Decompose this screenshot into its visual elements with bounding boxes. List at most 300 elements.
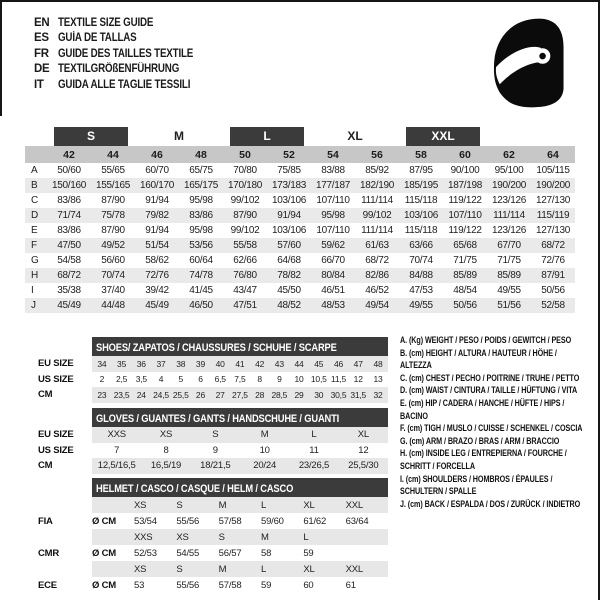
measurement-value-cell: 182/190 <box>355 178 399 193</box>
helmet-standard-row <box>25 545 388 561</box>
measurement-value-cell: 107/110 <box>316 195 350 206</box>
shoes-value-cell: 23,5 <box>112 387 132 403</box>
measurement-value-cell: 150/160 <box>47 178 91 193</box>
helmet-value-cell: 56/57 <box>218 547 242 559</box>
measurement-value-cell: 76/80 <box>223 268 267 283</box>
shoes-row-label: EU SIZE <box>38 358 74 370</box>
measurement-value-cell: 83/86 <box>57 195 81 206</box>
size-number-cell: 52 <box>267 146 311 163</box>
measurement-value-cell: 83/86 <box>179 208 223 223</box>
measurement-value-cell: 87/90 <box>101 225 125 236</box>
measurement-value-cell: 46/50 <box>179 298 223 313</box>
page-border-left <box>0 0 2 116</box>
gloves-value-cell: 20/24 <box>240 458 289 474</box>
helmet-size-letter-cell: M <box>219 561 261 577</box>
helmet-size-letter-cell: XXL <box>346 497 388 513</box>
measurement-value-cell: 54/58 <box>57 255 81 266</box>
measurement-value-cell: 61/63 <box>355 238 399 253</box>
gloves-value-cell: 8 <box>163 444 169 456</box>
legend-item: C. (cm) CHEST / PECHO / POITRINE / TRUHE / PETTO <box>400 372 580 383</box>
measurement-value-cell: 65/75 <box>189 165 213 176</box>
helmet-unit-label: Ø CM <box>92 547 117 559</box>
measurement-value-cell: 47/50 <box>47 238 91 253</box>
helmet-size-letter-cell: M <box>219 497 261 513</box>
helmet-size-letter-cell: S <box>176 561 218 577</box>
helmet-size-letter-cell: XS <box>134 497 176 513</box>
helmet-value-cell: 59 <box>303 547 314 559</box>
measurement-row-key: B <box>25 178 47 193</box>
language-code: IT <box>34 78 44 91</box>
measurement-value-cell: 95/98 <box>189 195 213 206</box>
shoes-value-cell: 25,5 <box>171 387 191 403</box>
shoes-section-title: SHOES/ ZAPATOS / CHAUSSURES / SCHUHE / SCARPE <box>96 342 337 354</box>
shoes-section <box>25 337 388 403</box>
legend-item: G. (cm) ARM / BRAZO / BRAS / ARM / BRACCIO <box>400 435 560 446</box>
measurement-value-cell: 160/170 <box>135 178 179 193</box>
size-group-label: XXL <box>406 127 480 146</box>
gloves-row-label: EU SIZE <box>38 429 74 441</box>
language-row <box>34 47 217 62</box>
shoes-value-cell: 10,5 <box>310 374 327 385</box>
helmet-unit-label: Ø CM <box>92 515 117 527</box>
shoes-value-cell: 29 <box>289 387 309 403</box>
shoes-row <box>25 387 388 403</box>
language-label: GUIDA ALLE TAGLIE TESSILI <box>58 78 191 91</box>
language-code: DE <box>34 63 50 76</box>
helmet-standard-label: ECE <box>38 579 57 591</box>
helmet-value-cell: 54/55 <box>176 547 200 559</box>
shoes-row <box>25 356 388 372</box>
measurement-value-cell: 68/72 <box>365 255 389 266</box>
language-label: GUÍA DE TALLAS <box>58 32 137 45</box>
gloves-row <box>25 458 388 474</box>
helmet-size-letter-cell: L <box>261 497 303 513</box>
shoes-value-cell: 12 <box>353 374 363 385</box>
shoes-value-cell: 28,5 <box>269 387 289 403</box>
measurement-row-key: F <box>25 238 47 253</box>
shoes-value-cell: 36 <box>131 356 151 372</box>
helmet-value-cell: 60 <box>303 579 314 591</box>
measurement-row-key: I <box>31 285 34 296</box>
helmet-value-cell: 57/58 <box>218 515 242 527</box>
measurement-value-cell: 68/72 <box>531 238 575 253</box>
measurement-value-cell: 71/74 <box>47 208 91 223</box>
shoes-value-cell: 4 <box>158 374 164 385</box>
shoes-value-cell: 45 <box>309 356 329 372</box>
size-number-cell: 64 <box>531 146 575 163</box>
measurement-value-cell: 66/70 <box>321 255 345 266</box>
measurement-value-cell: 91/94 <box>267 208 311 223</box>
measurement-value-cell: 95/100 <box>494 165 524 176</box>
racing-helmet-icon <box>487 15 569 108</box>
measurement-value-cell: 57/60 <box>267 238 311 253</box>
measurement-value-cell: 103/106 <box>399 208 443 223</box>
measurement-value-cell: 46/52 <box>365 285 389 296</box>
helmet-value-cell: 63/64 <box>345 515 369 527</box>
shoes-value-cell: 27,5 <box>230 387 250 403</box>
page-border-top <box>0 0 600 2</box>
shoes-value-cell: 11,5 <box>330 374 347 385</box>
size-group-cell <box>487 127 531 146</box>
shoes-value-cell: 24 <box>131 387 151 403</box>
measurement-value-cell: 43/47 <box>233 285 257 296</box>
size-group-boxed-cell <box>47 127 135 146</box>
helmet-value-cell: 55/56 <box>176 515 200 527</box>
measurement-value-cell: 49/52 <box>91 238 135 253</box>
sizes-row-corner <box>25 146 47 163</box>
helmet-size-letter-cell: XXL <box>346 561 388 577</box>
shoes-value-cell: 48 <box>368 356 388 372</box>
measurement-value-cell: 123/126 <box>491 225 527 236</box>
measurement-value-cell: 71/75 <box>497 255 521 266</box>
helmet-standard-row <box>25 513 388 529</box>
size-group-cell <box>25 127 47 146</box>
size-group-boxed-cell <box>399 127 487 146</box>
shoes-value-cell: 5 <box>178 374 183 385</box>
measurement-value-cell: 49/55 <box>497 285 521 296</box>
language-list <box>34 16 217 93</box>
measurement-value-cell: 70/74 <box>409 255 433 266</box>
measurement-value-cell: 87/90 <box>101 195 125 206</box>
gloves-value-cell: 9 <box>212 444 218 456</box>
measurement-value-cell: 170/180 <box>223 178 267 193</box>
shoes-value-cell: 7,5 <box>234 374 246 385</box>
helmet-value-cell: 58 <box>260 547 272 559</box>
measurement-value-cell: 74/78 <box>179 268 223 283</box>
measurement-value-cell: 56/60 <box>101 255 125 266</box>
size-group-label: L <box>230 127 304 146</box>
shoes-value-cell: 31,5 <box>348 387 368 403</box>
helmet-size-letter-cell: L <box>261 561 303 577</box>
size-group-label: M <box>174 129 184 143</box>
legend-item: D. (cm) WAIST / CINTURA / TAILLE / HÜFTUNG / VITA <box>400 385 578 396</box>
measurement-value-cell: 103/106 <box>271 195 307 206</box>
shoes-value-cell: 27 <box>210 387 230 403</box>
measurement-value-cell: 67/70 <box>487 238 531 253</box>
measurement-value-cell: 55/65 <box>101 165 125 176</box>
helmet-size-letter-cell: XL <box>303 497 345 513</box>
measurement-row <box>25 223 575 238</box>
shoes-size-table <box>25 356 388 403</box>
measurement-value-cell: 119/122 <box>448 195 482 206</box>
textile-size-table <box>25 127 575 313</box>
measurement-value-cell: 91/94 <box>145 225 169 236</box>
shoes-value-cell: 2,5 <box>115 374 128 385</box>
measurement-value-cell: 105/115 <box>536 165 570 176</box>
shoes-value-cell: 26 <box>191 387 211 403</box>
helmet-value-cell: 61/62 <box>303 515 327 527</box>
measurement-value-cell: 49/54 <box>355 298 399 313</box>
measurement-value-cell: 95/98 <box>311 208 355 223</box>
helmet-value-cell: 59 <box>260 579 272 591</box>
measurement-value-cell: 87/90 <box>223 208 267 223</box>
gloves-section-title-bar <box>92 408 388 427</box>
helmet-value-cell: 53/54 <box>134 515 157 527</box>
helmet-sizes-row <box>25 497 388 513</box>
measurement-row-key: E <box>31 225 38 236</box>
gloves-value-cell: S <box>191 427 240 443</box>
shoes-value-cell: 32 <box>368 387 388 403</box>
measurement-value-cell: 51/54 <box>135 238 179 253</box>
shoes-value-cell: 28 <box>250 387 270 403</box>
shoes-row-label: CM <box>38 389 53 401</box>
language-code: FR <box>34 47 49 60</box>
shoes-value-cell: 42 <box>250 356 270 372</box>
measurement-value-cell: 107/110 <box>316 225 350 236</box>
legend-item: I. (cm) SHOULDERS / HOMBROS / ÉPAULES / SCHULTERN / SPALLE <box>400 473 553 497</box>
helmet-size-letter-cell <box>346 529 388 545</box>
measurement-value-cell: 48/54 <box>453 285 477 296</box>
measurement-value-cell: 41/45 <box>189 285 213 296</box>
legend-item: F. (cm) TIGH / MUSLO / CUISSE / SCHENKEL / COSCIA <box>400 423 583 434</box>
shoes-value-cell: 2 <box>99 374 105 385</box>
measurement-value-cell: 65/68 <box>443 238 487 253</box>
measurement-value-cell: 70/74 <box>91 268 135 283</box>
measurement-value-cell: 64/68 <box>277 255 301 266</box>
measurement-value-cell: 53/56 <box>179 238 223 253</box>
measurement-value-cell: 79/82 <box>135 208 179 223</box>
helmet-size-table <box>25 497 388 593</box>
shoes-row <box>25 372 388 388</box>
measurement-value-cell: 70/80 <box>233 165 257 176</box>
helmet-standard-row <box>25 577 388 593</box>
language-label: TEXTILE SIZE GUIDE <box>58 17 154 29</box>
measurement-value-cell: 111/114 <box>487 208 531 223</box>
measurement-row-key: C <box>31 195 38 206</box>
measurement-row <box>25 253 575 268</box>
measurement-value-cell: 99/102 <box>230 195 260 206</box>
helmet-sizes-row-unit-spacer <box>92 529 134 545</box>
gloves-value-cell: 12 <box>358 444 369 456</box>
gloves-value-cell: 10 <box>259 444 270 456</box>
gloves-size-table <box>25 427 388 474</box>
shoes-value-cell: 35 <box>112 356 132 372</box>
measurement-value-cell: 80/84 <box>311 268 355 283</box>
measurement-row <box>25 208 575 223</box>
helmet-value-cell: 61 <box>345 579 356 591</box>
size-group-boxed-cell <box>223 127 311 146</box>
measurement-value-cell: 72/76 <box>135 268 179 283</box>
helmet-value-cell: 59/60 <box>260 515 284 527</box>
measurement-row <box>25 283 575 298</box>
helmet-section-title: HELMET / CASCO / CASQUE / HELM / CASCO <box>96 483 294 495</box>
shoes-value-cell: 24,5 <box>151 387 171 403</box>
measurement-value-cell: 51/56 <box>487 298 531 313</box>
measurement-value-cell: 115/118 <box>404 225 438 236</box>
size-number-cell: 56 <box>355 146 399 163</box>
helmet-section-title-bar <box>92 478 388 497</box>
measurement-value-cell: 46/51 <box>321 285 345 296</box>
measurement-value-cell: 49/55 <box>399 298 443 313</box>
shoes-value-cell: 30 <box>309 387 329 403</box>
measurement-value-cell: 60/64 <box>189 255 213 266</box>
helmet-section <box>25 478 388 593</box>
measurement-value-cell: 58/62 <box>145 255 169 266</box>
measurement-value-cell: 95/98 <box>189 225 213 236</box>
size-number-cell: 44 <box>91 146 135 163</box>
measurement-value-cell: 83/86 <box>57 225 81 236</box>
helmet-sizes-row-unit-spacer <box>92 561 134 577</box>
measurement-value-cell: 45/50 <box>277 285 301 296</box>
measurement-value-cell: 127/130 <box>535 195 571 206</box>
measurement-value-cell: 78/82 <box>267 268 311 283</box>
helmet-size-letter-cell: XS <box>176 529 218 545</box>
measurement-value-cell: 48/52 <box>267 298 311 313</box>
helmet-size-letter-cell: M <box>261 529 303 545</box>
measurement-value-cell: 45/49 <box>135 298 179 313</box>
legend-item: J. (cm) BACK / ESPALDA / DOS / ZURÜCK / INDIETRO <box>400 498 581 509</box>
language-row <box>34 31 217 46</box>
size-group-label: S <box>54 127 128 146</box>
language-row <box>34 62 217 77</box>
measurement-row <box>25 163 575 178</box>
shoes-value-cell: 3,5 <box>135 374 147 385</box>
measurement-row <box>25 238 575 253</box>
legend-item: A. (Kg) WEIGHT / PESO / POIDS / GEWITCH / PESO <box>400 335 572 345</box>
measurement-value-cell: 173/183 <box>267 178 311 193</box>
shoes-value-cell: 39 <box>191 356 211 372</box>
measurement-value-cell: 155/165 <box>91 178 135 193</box>
helmet-standard-label: FIA <box>38 515 53 527</box>
shoes-value-cell: 34 <box>92 356 112 372</box>
measurement-value-cell: 48/53 <box>311 298 355 313</box>
shoes-value-cell: 8 <box>257 374 262 385</box>
shoes-value-cell: 38 <box>171 356 191 372</box>
measurement-value-cell: 84/88 <box>399 268 443 283</box>
helmet-sizes-row-spacer <box>25 529 92 545</box>
language-code: ES <box>34 32 49 45</box>
shoes-value-cell: 9 <box>277 374 282 385</box>
size-group-header-row <box>25 127 575 146</box>
measurement-value-cell: 72/76 <box>541 255 565 266</box>
helmet-value-cell <box>346 545 388 561</box>
helmet-size-letter-cell: S <box>219 529 261 545</box>
measurement-value-cell: 50/60 <box>57 165 81 176</box>
language-row <box>34 78 217 93</box>
measurement-value-cell: 37/40 <box>101 285 125 296</box>
measurement-value-cell: 35/38 <box>57 285 81 296</box>
size-number-cell: 48 <box>179 146 223 163</box>
measurement-value-cell: 103/106 <box>271 225 307 236</box>
gloves-value-cell: XL <box>339 427 388 443</box>
measurement-value-cell: 85/89 <box>487 268 531 283</box>
legend-item: H. (cm) INSIDE LEG / ENTREPIERNA / FOURCHE / SCHRITT / FORCELLA <box>400 448 567 471</box>
measurement-legend <box>400 334 582 510</box>
measurement-value-cell: 90/100 <box>450 165 480 176</box>
shoes-value-cell: 23 <box>92 387 112 403</box>
numeric-sizes-row <box>25 146 575 163</box>
measurement-value-cell: 111/114 <box>361 225 393 236</box>
measurement-row <box>25 298 575 313</box>
size-number-cell: 58 <box>399 146 443 163</box>
measurement-row-key: A <box>31 165 38 176</box>
measurement-value-cell: 91/94 <box>145 195 169 206</box>
gloves-value-cell: XXS <box>92 427 141 443</box>
gloves-row-label: US SIZE <box>38 444 74 456</box>
shoes-section-title-bar <box>92 337 388 356</box>
measurement-value-cell: 107/110 <box>443 208 487 223</box>
gloves-value-cell: 7 <box>114 444 120 456</box>
measurement-value-cell: 59/62 <box>311 238 355 253</box>
measurement-row-key: J <box>25 298 47 313</box>
language-code: EN <box>34 17 50 29</box>
language-row <box>34 16 217 31</box>
language-label: TEXTILGRÖßENFÜHRUNG <box>58 63 180 76</box>
gloves-value-cell: XS <box>141 427 190 443</box>
measurement-row-key: G <box>31 255 39 266</box>
shoes-value-cell: 30,5 <box>329 387 349 403</box>
helmet-standard-label: CMR <box>38 547 60 559</box>
gloves-section-title: GLOVES / GUANTES / GANTS / HANDSCHUHE / GUANTI <box>96 413 340 425</box>
measurement-value-cell: 85/89 <box>443 268 487 283</box>
legend-item: E. (cm) HIP / CADERA / HANCHE / HÜFTE / HIPS / BACINO <box>400 397 565 421</box>
measurement-value-cell: 99/102 <box>230 225 260 236</box>
measurement-value-cell: 39/42 <box>145 285 169 296</box>
measurement-value-cell: 111/114 <box>361 195 393 206</box>
size-number-cell: 60 <box>443 146 487 163</box>
measurement-row-key: H <box>25 268 47 283</box>
gloves-value-cell: 25,5/30 <box>339 458 388 474</box>
helmet-size-letter-cell: XXS <box>134 529 176 545</box>
measurement-value-cell: 63/66 <box>399 238 443 253</box>
gloves-value-cell: 23/26,5 <box>289 458 338 474</box>
measurement-value-cell: 99/102 <box>355 208 399 223</box>
shoes-value-cell: 37 <box>151 356 171 372</box>
measurement-value-cell: 44/48 <box>91 298 135 313</box>
measurement-value-cell: 123/126 <box>491 195 527 206</box>
measurement-value-cell: 83/88 <box>321 165 345 176</box>
measurement-value-cell: 190/200 <box>531 178 575 193</box>
measurement-value-cell: 47/51 <box>223 298 267 313</box>
legend-item: B. (cm) HEIGHT / ALTURA / HAUTEUR / HÖHE / ALTEZZA <box>400 347 557 371</box>
shoes-value-cell: 47 <box>348 356 368 372</box>
gloves-value-cell: 16,5/19 <box>141 458 190 474</box>
measurement-value-cell: 47/53 <box>409 285 433 296</box>
measurement-value-cell: 60/70 <box>145 165 169 176</box>
measurement-value-cell: 71/75 <box>453 255 477 266</box>
shoes-value-cell: 43 <box>269 356 289 372</box>
measurement-value-cell: 68/72 <box>47 268 91 283</box>
helmet-value-cell: 52/53 <box>134 547 157 559</box>
measurement-value-cell: 75/78 <box>91 208 135 223</box>
gloves-row-label: CM <box>38 460 53 472</box>
helmet-size-letter-cell: XS <box>134 561 176 577</box>
measurement-value-cell: 50/56 <box>541 285 565 296</box>
measurement-value-cell: 45/49 <box>47 298 91 313</box>
shoes-value-cell: 6,5 <box>214 374 226 385</box>
measurement-value-cell: 52/58 <box>531 298 575 313</box>
size-number-cell: 54 <box>311 146 355 163</box>
shoes-value-cell: 6 <box>198 374 203 385</box>
gloves-value-cell: 18/21,5 <box>191 458 240 474</box>
measurement-value-cell: 87/95 <box>409 165 433 176</box>
helmet-size-letter-cell: XL <box>303 561 345 577</box>
size-number-cell: 46 <box>135 146 179 163</box>
helmet-value-cell: 53 <box>134 579 145 591</box>
measurement-row <box>25 178 575 193</box>
measurement-value-cell: 165/175 <box>179 178 223 193</box>
size-number-cell: 42 <box>47 146 91 163</box>
size-group-cell <box>311 127 399 146</box>
size-number-cell: 62 <box>487 146 531 163</box>
gloves-row <box>25 427 388 443</box>
gloves-value-cell: L <box>289 427 338 443</box>
size-group-cell <box>135 127 223 146</box>
measurement-value-cell: 75/85 <box>277 165 301 176</box>
shoes-value-cell: 10 <box>294 374 304 385</box>
measurement-row <box>25 268 575 283</box>
measurement-row <box>25 193 575 208</box>
